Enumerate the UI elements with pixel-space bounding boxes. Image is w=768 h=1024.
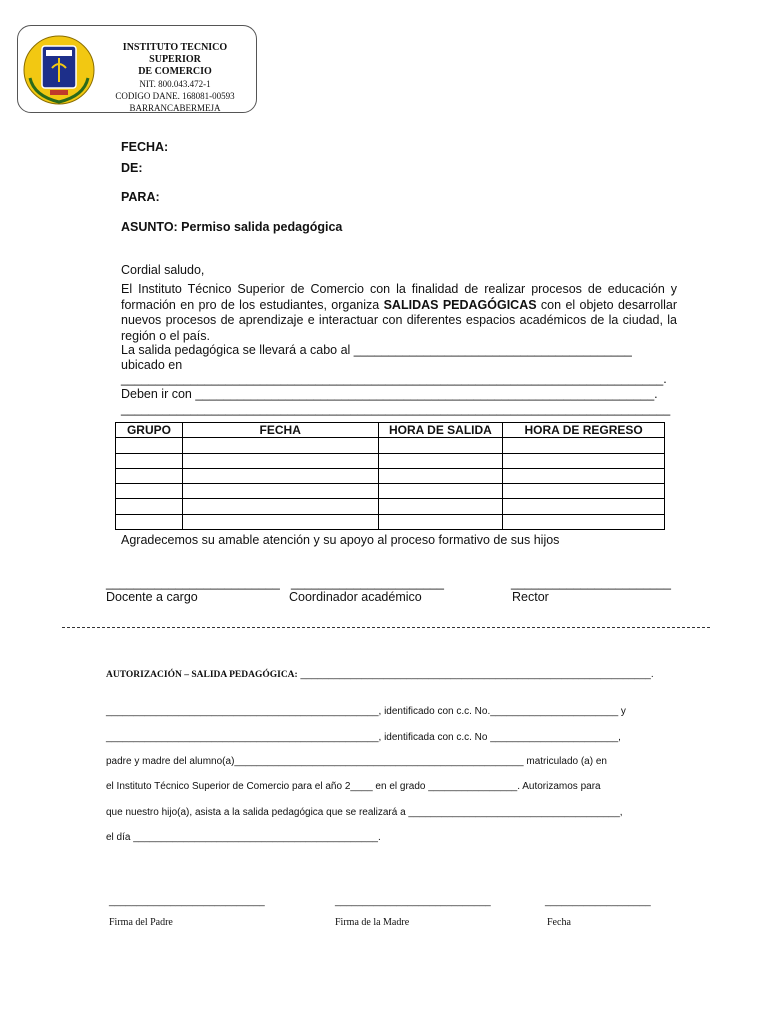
para-part-b: con el objeto desarrollar nuevos procesos de aprendizaje e interactuar con diferentes espacios académicos de la ciudad, la región o el país. [121, 297, 677, 343]
firma-line-madre: ____________________________ [335, 896, 491, 907]
table-cell[interactable] [378, 453, 503, 468]
table-cell[interactable] [503, 499, 665, 514]
table-cell[interactable] [182, 468, 378, 483]
firma-fecha: Fecha [547, 917, 571, 928]
table-cell[interactable] [378, 438, 503, 453]
de-label: DE: [121, 161, 143, 175]
para-part-a: El Instituto Técnico Superior de Comercio con la finalidad de realizar procesos de educación y formación en pro de los estudiantes, organiza [121, 282, 677, 312]
sig-line-docente: _________________________ [106, 576, 280, 590]
col-grupo: GRUPO [116, 423, 183, 438]
auth-line-6: el día ____________________________________________. [106, 832, 381, 843]
line-blank-1: ______________________________________________________________________________. [121, 372, 667, 386]
table-cell[interactable] [503, 484, 665, 499]
table-cell[interactable] [503, 453, 665, 468]
col-fecha: FECHA [182, 423, 378, 438]
table-cell[interactable] [116, 438, 183, 453]
table-cell[interactable] [182, 514, 378, 529]
sig-rector: Rector [512, 590, 549, 604]
table-cell[interactable] [503, 438, 665, 453]
firma-padre: Firma del Padre [109, 917, 173, 928]
table-row [116, 438, 665, 453]
table-row [116, 484, 665, 499]
nit: NIT. 800.043.472-1 [139, 79, 211, 89]
auth-title-row [106, 669, 654, 680]
institution-name: INSTITUTO TECNICO SUPERIOR [122, 42, 228, 65]
sig-coordinador: Coordinador académico [289, 590, 422, 604]
table-row [116, 453, 665, 468]
table-cell[interactable] [503, 468, 665, 483]
line-salida: La salida pedagógica se llevará a cabo al ________________________________________ [121, 343, 632, 357]
line-blank-2: _______________________________________________________________________________ [121, 402, 671, 416]
auth-line-3: padre y madre del alumno(a)____________________________________________________ matriculado (a) en [106, 756, 607, 767]
schedule-table [115, 422, 665, 530]
table-cell[interactable] [116, 484, 183, 499]
table-header-row [116, 423, 665, 438]
sig-line-coordinador: ______________________ [291, 576, 444, 590]
line-ubicado: ubicado en [121, 358, 183, 372]
sig-line-rector: _______________________ [511, 576, 671, 590]
para-bold: SALIDAS PEDAGÓGICAS [383, 297, 537, 312]
auth-line-1: _________________________________________________, identificado con c.c. No._______________________ y [106, 706, 626, 717]
institution-name-2: DE COMERCIO [138, 66, 212, 77]
auth-title: AUTORIZACIÓN – SALIDA PEDAGÓGICA: [106, 670, 298, 680]
auth-line-2: _________________________________________________, identificada con c.c. No _______________________, [106, 732, 621, 743]
auth-line-5: que nuestro hijo(a), asista a la salida pedagógica que se realizará a ______________________________________, [106, 807, 623, 818]
para-label: PARA: [121, 190, 160, 204]
firma-madre: Firma de la Madre [335, 917, 410, 928]
firma-line-fecha: ___________________ [545, 896, 651, 907]
col-hora-salida: HORA DE SALIDA [378, 423, 503, 438]
table-cell[interactable] [182, 438, 378, 453]
table-cell[interactable] [182, 484, 378, 499]
table-cell[interactable] [116, 514, 183, 529]
sig-docente: Docente a cargo [106, 590, 198, 604]
city: BARRANCABERMEJA [129, 103, 221, 113]
auth-line-4: el Instituto Técnico Superior de Comercio para el año 2____ en el grado ________________. Autorizamos para [106, 781, 601, 792]
fecha-label: FECHA: [121, 140, 169, 154]
auth-title-line: _______________________________________________________________. [300, 669, 654, 680]
saludo: Cordial saludo, [121, 263, 205, 277]
table-cell[interactable] [503, 514, 665, 529]
codigo-dane: CODIGO DANE. 168081-00593 [115, 91, 235, 101]
asunto-label: ASUNTO: Permiso salida pedagógica [121, 220, 343, 234]
table-row [116, 468, 665, 483]
col-hora-regreso: HORA DE REGRESO [503, 423, 665, 438]
firma-line-padre: ____________________________ [109, 896, 265, 907]
table-cell[interactable] [182, 453, 378, 468]
table-cell[interactable] [378, 514, 503, 529]
table-cell[interactable] [116, 453, 183, 468]
line-deben: Deben ir con __________________________________________________________________. [121, 387, 658, 401]
table-row [116, 514, 665, 529]
school-crest-logo [22, 34, 96, 106]
table-cell[interactable] [182, 499, 378, 514]
table-cell[interactable] [378, 484, 503, 499]
agradecemos-text: Agradecemos su amable atención y su apoyo al proceso formativo de sus hijos [121, 533, 560, 547]
table-cell[interactable] [116, 499, 183, 514]
body-paragraph [121, 282, 677, 344]
table-row [116, 499, 665, 514]
table-cell[interactable] [378, 499, 503, 514]
table-cell[interactable] [116, 468, 183, 483]
institution-info [100, 42, 250, 114]
table-cell[interactable] [378, 468, 503, 483]
cut-line-divider [62, 627, 710, 628]
